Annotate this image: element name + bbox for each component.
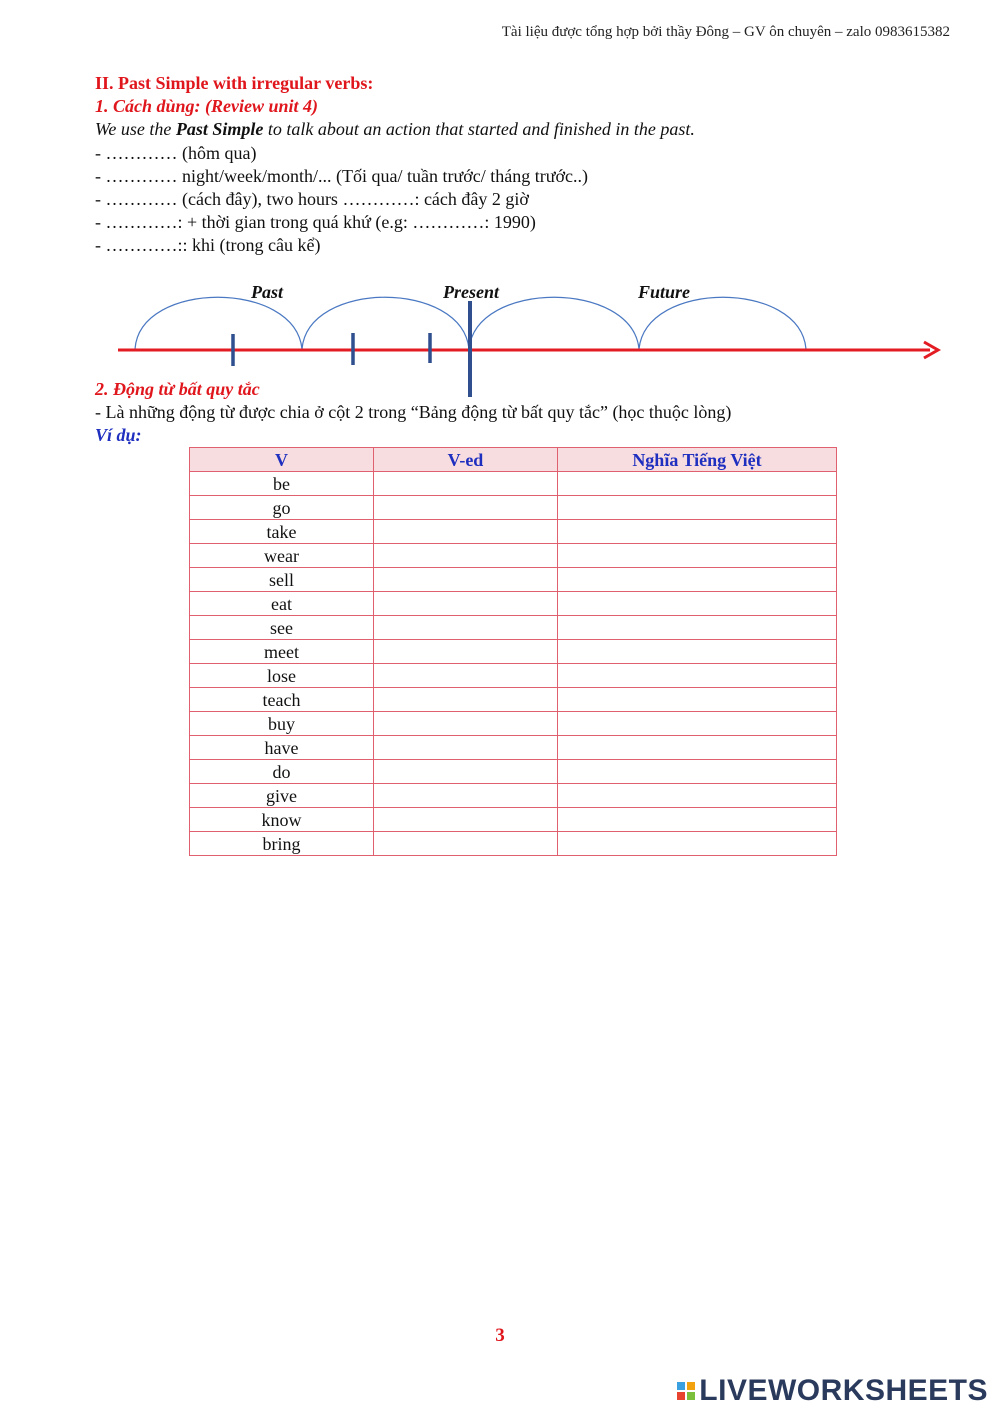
usage-heading: 1. Cách dùng: (Review unit 4) [95,96,319,116]
column-header-v: V [190,448,374,472]
past-form-cell[interactable] [374,664,558,688]
timeline-arc [302,297,469,349]
past-form-cell[interactable] [374,784,558,808]
past-form-cell[interactable] [374,640,558,664]
past-form-cell[interactable] [374,808,558,832]
meaning-cell[interactable] [558,664,837,688]
verb-cell: meet [190,640,374,664]
verb-cell: go [190,496,374,520]
irregular-verbs-table [189,447,837,856]
verb-cell: lose [190,664,374,688]
table-row [190,616,837,640]
table-row [190,640,837,664]
verb-cell: bring [190,832,374,856]
timeline-arc [135,297,302,349]
verb-cell: eat [190,592,374,616]
meaning-cell[interactable] [558,640,837,664]
irregular-description: - Là những động từ được chia ở cột 2 trong “Bảng động từ bất quy tắc” (học thuộc lòng) [95,402,732,422]
usage-line: - ………… night/week/month/... (Tối qua/ tuần trước/ tháng trước..) [95,166,588,186]
meaning-cell[interactable] [558,736,837,760]
usage-line: - …………:: khi (trong câu kể) [95,235,321,255]
timeline-diagram [0,0,1000,420]
meaning-cell[interactable] [558,544,837,568]
verb-cell: teach [190,688,374,712]
verb-cell: take [190,520,374,544]
irregular-heading: 2. Động từ bất quy tắc [95,379,260,399]
liveworksheets-brand[interactable] [677,1374,988,1408]
timeline-label-present: Present [443,282,499,302]
table-row [190,520,837,544]
meaning-cell[interactable] [558,496,837,520]
past-form-cell[interactable] [374,736,558,760]
table-row [190,592,837,616]
table-row [190,712,837,736]
past-form-cell[interactable] [374,544,558,568]
column-header-meaning: Nghĩa Tiếng Việt [558,448,837,472]
meaning-cell[interactable] [558,712,837,736]
past-form-cell[interactable] [374,712,558,736]
past-form-cell[interactable] [374,760,558,784]
verb-cell: have [190,736,374,760]
verb-cell: give [190,784,374,808]
column-header-v-ed: V-ed [374,448,558,472]
past-form-cell[interactable] [374,472,558,496]
past-form-cell[interactable] [374,832,558,856]
meaning-cell[interactable] [558,472,837,496]
meaning-cell[interactable] [558,832,837,856]
table-row [190,568,837,592]
table-header-row [190,448,837,472]
timeline-arc [469,297,639,349]
verb-cell: sell [190,568,374,592]
past-form-cell[interactable] [374,616,558,640]
meaning-cell[interactable] [558,568,837,592]
table-row [190,544,837,568]
verb-cell: do [190,760,374,784]
meaning-cell[interactable] [558,760,837,784]
timeline-label-past: Past [251,282,284,302]
section-title: II. Past Simple with irregular verbs: [95,73,374,93]
past-form-cell[interactable] [374,520,558,544]
meaning-cell[interactable] [558,688,837,712]
liveworksheets-logo-icon [677,1382,695,1400]
past-form-cell[interactable] [374,496,558,520]
usage-line: - ………… (hôm qua) [95,143,257,163]
header-note: Tài liệu được tổng hợp bởi thầy Đông – GV ôn chuyên – zalo 0983615382 [501,24,950,40]
past-form-cell[interactable] [374,688,558,712]
verb-cell: buy [190,712,374,736]
table-row [190,784,837,808]
table-row [190,688,837,712]
table-row [190,808,837,832]
usage-intro-bold: Past Simple [175,119,264,139]
past-form-cell[interactable] [374,568,558,592]
meaning-cell[interactable] [558,616,837,640]
table-row [190,760,837,784]
usage-line: - …………: + thời gian trong quá khứ (e.g: …………: 1990) [95,212,536,232]
page-number: 3 [495,1325,505,1346]
brand-name: LIVEWORKSHEETS [699,1374,988,1407]
verb-cell: wear [190,544,374,568]
meaning-cell[interactable] [558,784,837,808]
usage-intro-after: to talk about an action that started and finished in the past. [263,119,695,139]
meaning-cell[interactable] [558,592,837,616]
meaning-cell[interactable] [558,808,837,832]
table-row [190,664,837,688]
usage-line: - ………… (cách đây), two hours …………: cách đây 2 giờ [95,189,529,209]
table-row [190,496,837,520]
example-label: Ví dụ: [95,425,142,445]
timeline-label-future: Future [638,282,691,302]
table-row [190,832,837,856]
timeline-arc [639,297,806,349]
table-row [190,736,837,760]
table-row [190,472,837,496]
verb-cell: see [190,616,374,640]
verb-cell: be [190,472,374,496]
verb-cell: know [190,808,374,832]
past-form-cell[interactable] [374,592,558,616]
meaning-cell[interactable] [558,520,837,544]
usage-intro-before: We use the [95,119,176,139]
